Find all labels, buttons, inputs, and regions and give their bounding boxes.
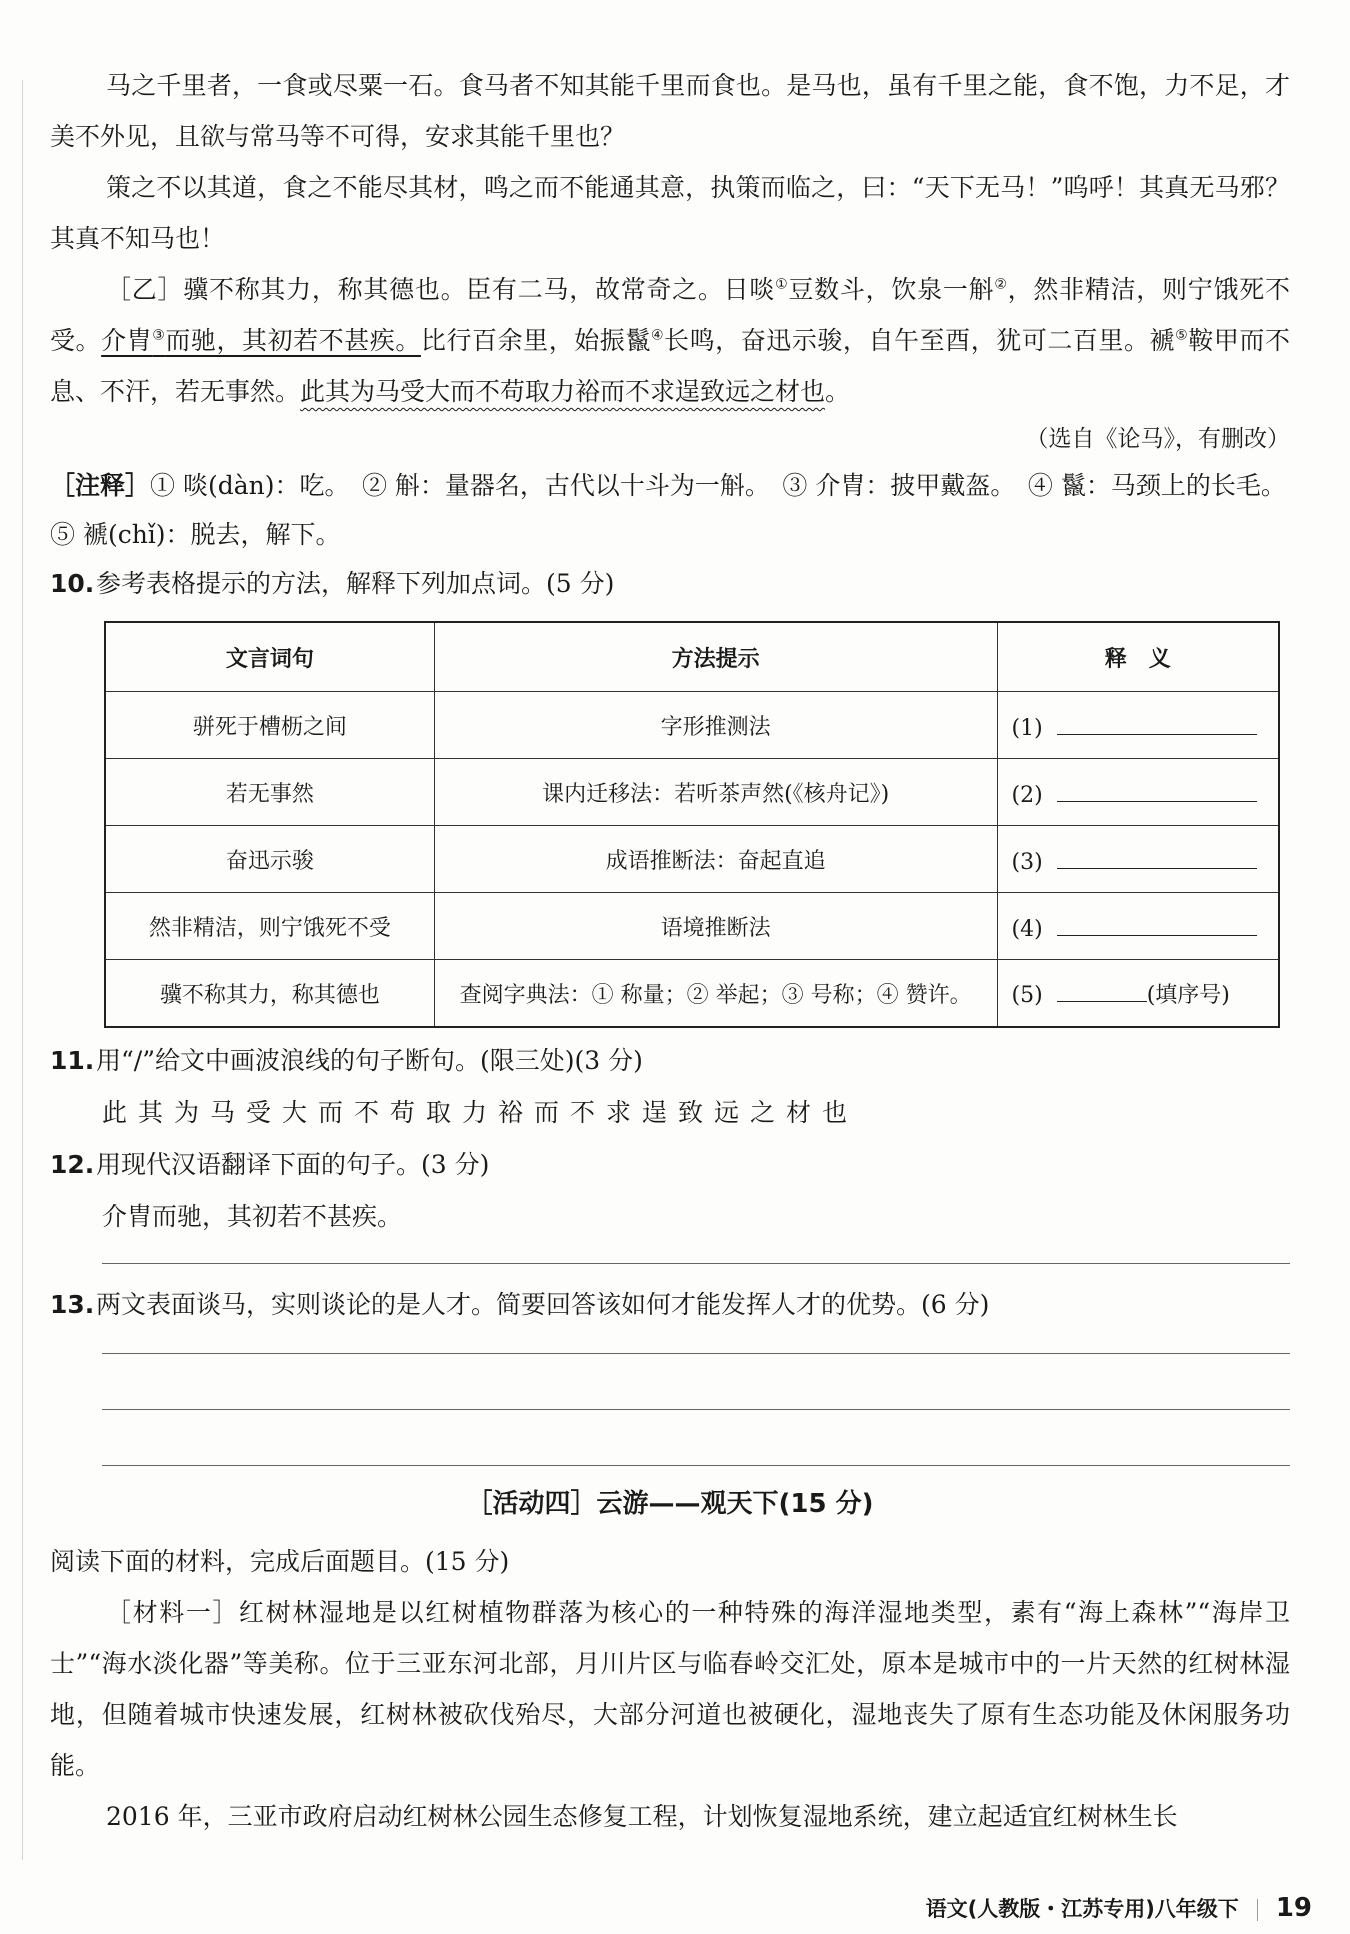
question-number: 10. <box>50 569 95 598</box>
page-number: 19 <box>1275 1893 1312 1923</box>
table-row <box>105 759 1279 826</box>
question-11 <box>50 1036 1290 1086</box>
page-content <box>50 60 1299 1842</box>
passage-yi-text: 比行百余里，始振鬣 <box>420 326 651 355</box>
table-cell-phrase: 骥不称其力，称其德也 <box>105 960 434 1028</box>
table-cell-phrase: 若无事然 <box>105 759 434 826</box>
passage-yi-text: 长鸣，奋迅示骏，自午至酉，犹可二百里。褫 <box>664 326 1176 355</box>
material-1 <box>50 1587 1290 1791</box>
q11-sentence[interactable]: 此其为马受大而不苟取力裕而不求逞致远之材也 <box>102 1098 859 1127</box>
footer-divider <box>1257 1899 1258 1921</box>
notes-text: ① 啖(dàn)：吃。 ② 斛：量器名，古代以十斗为一斛。 ③ 介胄：披甲戴盔。 ④ 鬣：马颈上的长毛。 ⑤ 褫(chǐ)：脱去，解下。 <box>50 471 1299 549</box>
question-10 <box>50 559 1290 609</box>
table-header: 方法提示 <box>434 622 997 692</box>
answer-index: (3) <box>1011 849 1043 875</box>
q13-answer-line-2[interactable] <box>102 1408 1290 1410</box>
wavy-underlined-sentence: 此其为马受大而不苟取力裕而不求逞致远之材也 <box>300 377 826 406</box>
table-row <box>105 893 1279 960</box>
table-cell-phrase: 然非精洁，则宁饿死不受 <box>105 893 434 960</box>
source-citation: （选自《论马》，有删改） <box>1025 426 1290 452</box>
passage-yi-text: 。 <box>825 377 851 406</box>
question-text: 参考表格提示的方法，解释下列加点词。(5 分) <box>96 569 615 598</box>
q13-answer-line-1[interactable] <box>102 1352 1290 1354</box>
question-number: 13. <box>50 1290 95 1319</box>
material-1-para-2: 2016 年，三亚市政府启动红树林公园生态修复工程，计划恢复湿地系统，建立起适宜红树林生长 <box>106 1802 1178 1831</box>
table-cell-answer <box>997 759 1279 826</box>
table-cell-method: 课内迁移法：若听茶声然(《核舟记》) <box>434 759 997 826</box>
answer-index: (2) <box>1011 782 1043 808</box>
table-row <box>105 826 1279 893</box>
passage-yi-tag: ［乙］ <box>106 275 184 304</box>
underlined-text: 而驰，其初若不甚疾。 <box>165 326 421 355</box>
passage-yi-text: 豆数斗，饮泉一斛 <box>788 275 995 304</box>
passage-yi-text: ，然非精洁，则宁饿死不受。 <box>50 275 1290 355</box>
note-ref-1: ① <box>775 276 789 293</box>
answer-blank[interactable] <box>1057 844 1257 869</box>
q12-sentence: 介胄而驰，其初若不甚疾。 <box>102 1202 403 1231</box>
notes-label: ［注释］ <box>50 471 151 500</box>
answer-index: (5) <box>1011 983 1043 1008</box>
table-row <box>105 960 1279 1028</box>
table-header-row <box>105 622 1279 692</box>
question-number: 11. <box>50 1046 95 1075</box>
question-text: 用现代汉语翻译下面的句子。(3 分) <box>96 1150 490 1179</box>
activity-4-title: ［活动四］云游——观天下(15 分) <box>466 1489 874 1519</box>
question-text: 用“/”给文中画波浪线的句子断句。(限三处)(3 分) <box>96 1046 643 1075</box>
table-cell-answer <box>997 960 1279 1028</box>
page-edge-line <box>22 80 23 1860</box>
note-ref-4: ④ <box>650 327 665 344</box>
answer-blank[interactable] <box>1057 911 1257 936</box>
passage-jia-para-1: 马之千里者，一食或尽粟一石。食马者不知其能千里而食也。是马也，虽有千里之能，食不饱，力不足，才美不外见，且欲与常马等不可得，安求其能千里也？ <box>50 71 1290 151</box>
activity-4-instruction: 阅读下面的材料，完成后面题目。(15 分) <box>50 1547 510 1576</box>
answer-blank[interactable] <box>1057 977 1147 1002</box>
table-cell-method: 查阅字典法：① 称量；② 举起；③ 号称；④ 赞许。 <box>434 960 997 1028</box>
question-text: 两文表面谈马，实则谈论的是人才。简要回答该如何才能发挥人才的优势。(6 分) <box>96 1290 990 1319</box>
answer-index: (1) <box>1011 715 1043 741</box>
q12-answer-line[interactable] <box>102 1262 1290 1264</box>
q10-table <box>104 621 1280 1028</box>
book-title: 语文(人教版・江苏专用)八年级下 <box>925 1897 1239 1921</box>
underlined-text: 介胄 <box>101 326 153 355</box>
note-ref-3: ③ <box>152 327 166 344</box>
material-1-text: 红树林湿地是以红树植物群落为核心的一种特殊的海洋湿地类型，素有“海上森林”“海岸卫士”“海水淡化器”等美称。位于三亚东河北部，月川片区与临春岭交汇处，原本是城市中的一片天然的红树林湿地，但随着城市快速发展，红树林被砍伐殆尽，大部分河道也被硬化，湿地丧失了原有生态功能及休闲服务功能。 <box>50 1598 1290 1780</box>
q13-answer-line-3[interactable] <box>102 1464 1290 1466</box>
table-cell-answer <box>997 826 1279 893</box>
table-cell-method: 成语推断法：奋起直追 <box>434 826 997 893</box>
table-cell-answer <box>997 692 1279 759</box>
question-12 <box>50 1140 1290 1190</box>
answer-blank[interactable] <box>1057 710 1257 735</box>
answer-suffix: (填序号) <box>1146 983 1230 1008</box>
table-header: 释 义 <box>997 622 1279 692</box>
table-cell-phrase: 奋迅示骏 <box>105 826 434 893</box>
table-header: 文言词句 <box>105 622 434 692</box>
table-cell-phrase: 骈死于槽枥之间 <box>105 692 434 759</box>
passage-yi-text: 骥不称其力，称其德也。臣有二马，故常奇之。日啖 <box>183 275 776 304</box>
question-number: 12. <box>50 1150 95 1179</box>
passage-yi-text: 鞍甲而不息、不汗，若无事然。 <box>50 326 1290 406</box>
answer-index: (4) <box>1011 916 1043 942</box>
underlined-sentence <box>101 326 421 355</box>
note-ref-2: ② <box>994 276 1008 293</box>
table-cell-method: 字形推测法 <box>434 692 997 759</box>
notes <box>50 461 1299 559</box>
table-cell-answer <box>997 893 1279 960</box>
passage-jia-para-2: 策之不以其道，食之不能尽其材，鸣之而不能通其意，执策而临之，曰：“天下无马！”呜呼！其真无马邪？其真不知马也！ <box>50 173 1290 253</box>
question-13 <box>50 1280 1290 1330</box>
passage-yi <box>50 264 1290 417</box>
answer-blank[interactable] <box>1057 777 1257 802</box>
material-1-label: ［材料一］ <box>106 1598 240 1627</box>
table-cell-method: 语境推断法 <box>434 893 997 960</box>
table-row <box>105 692 1279 759</box>
note-ref-5: ⑤ <box>1175 327 1189 344</box>
page-footer <box>926 1893 1312 1923</box>
